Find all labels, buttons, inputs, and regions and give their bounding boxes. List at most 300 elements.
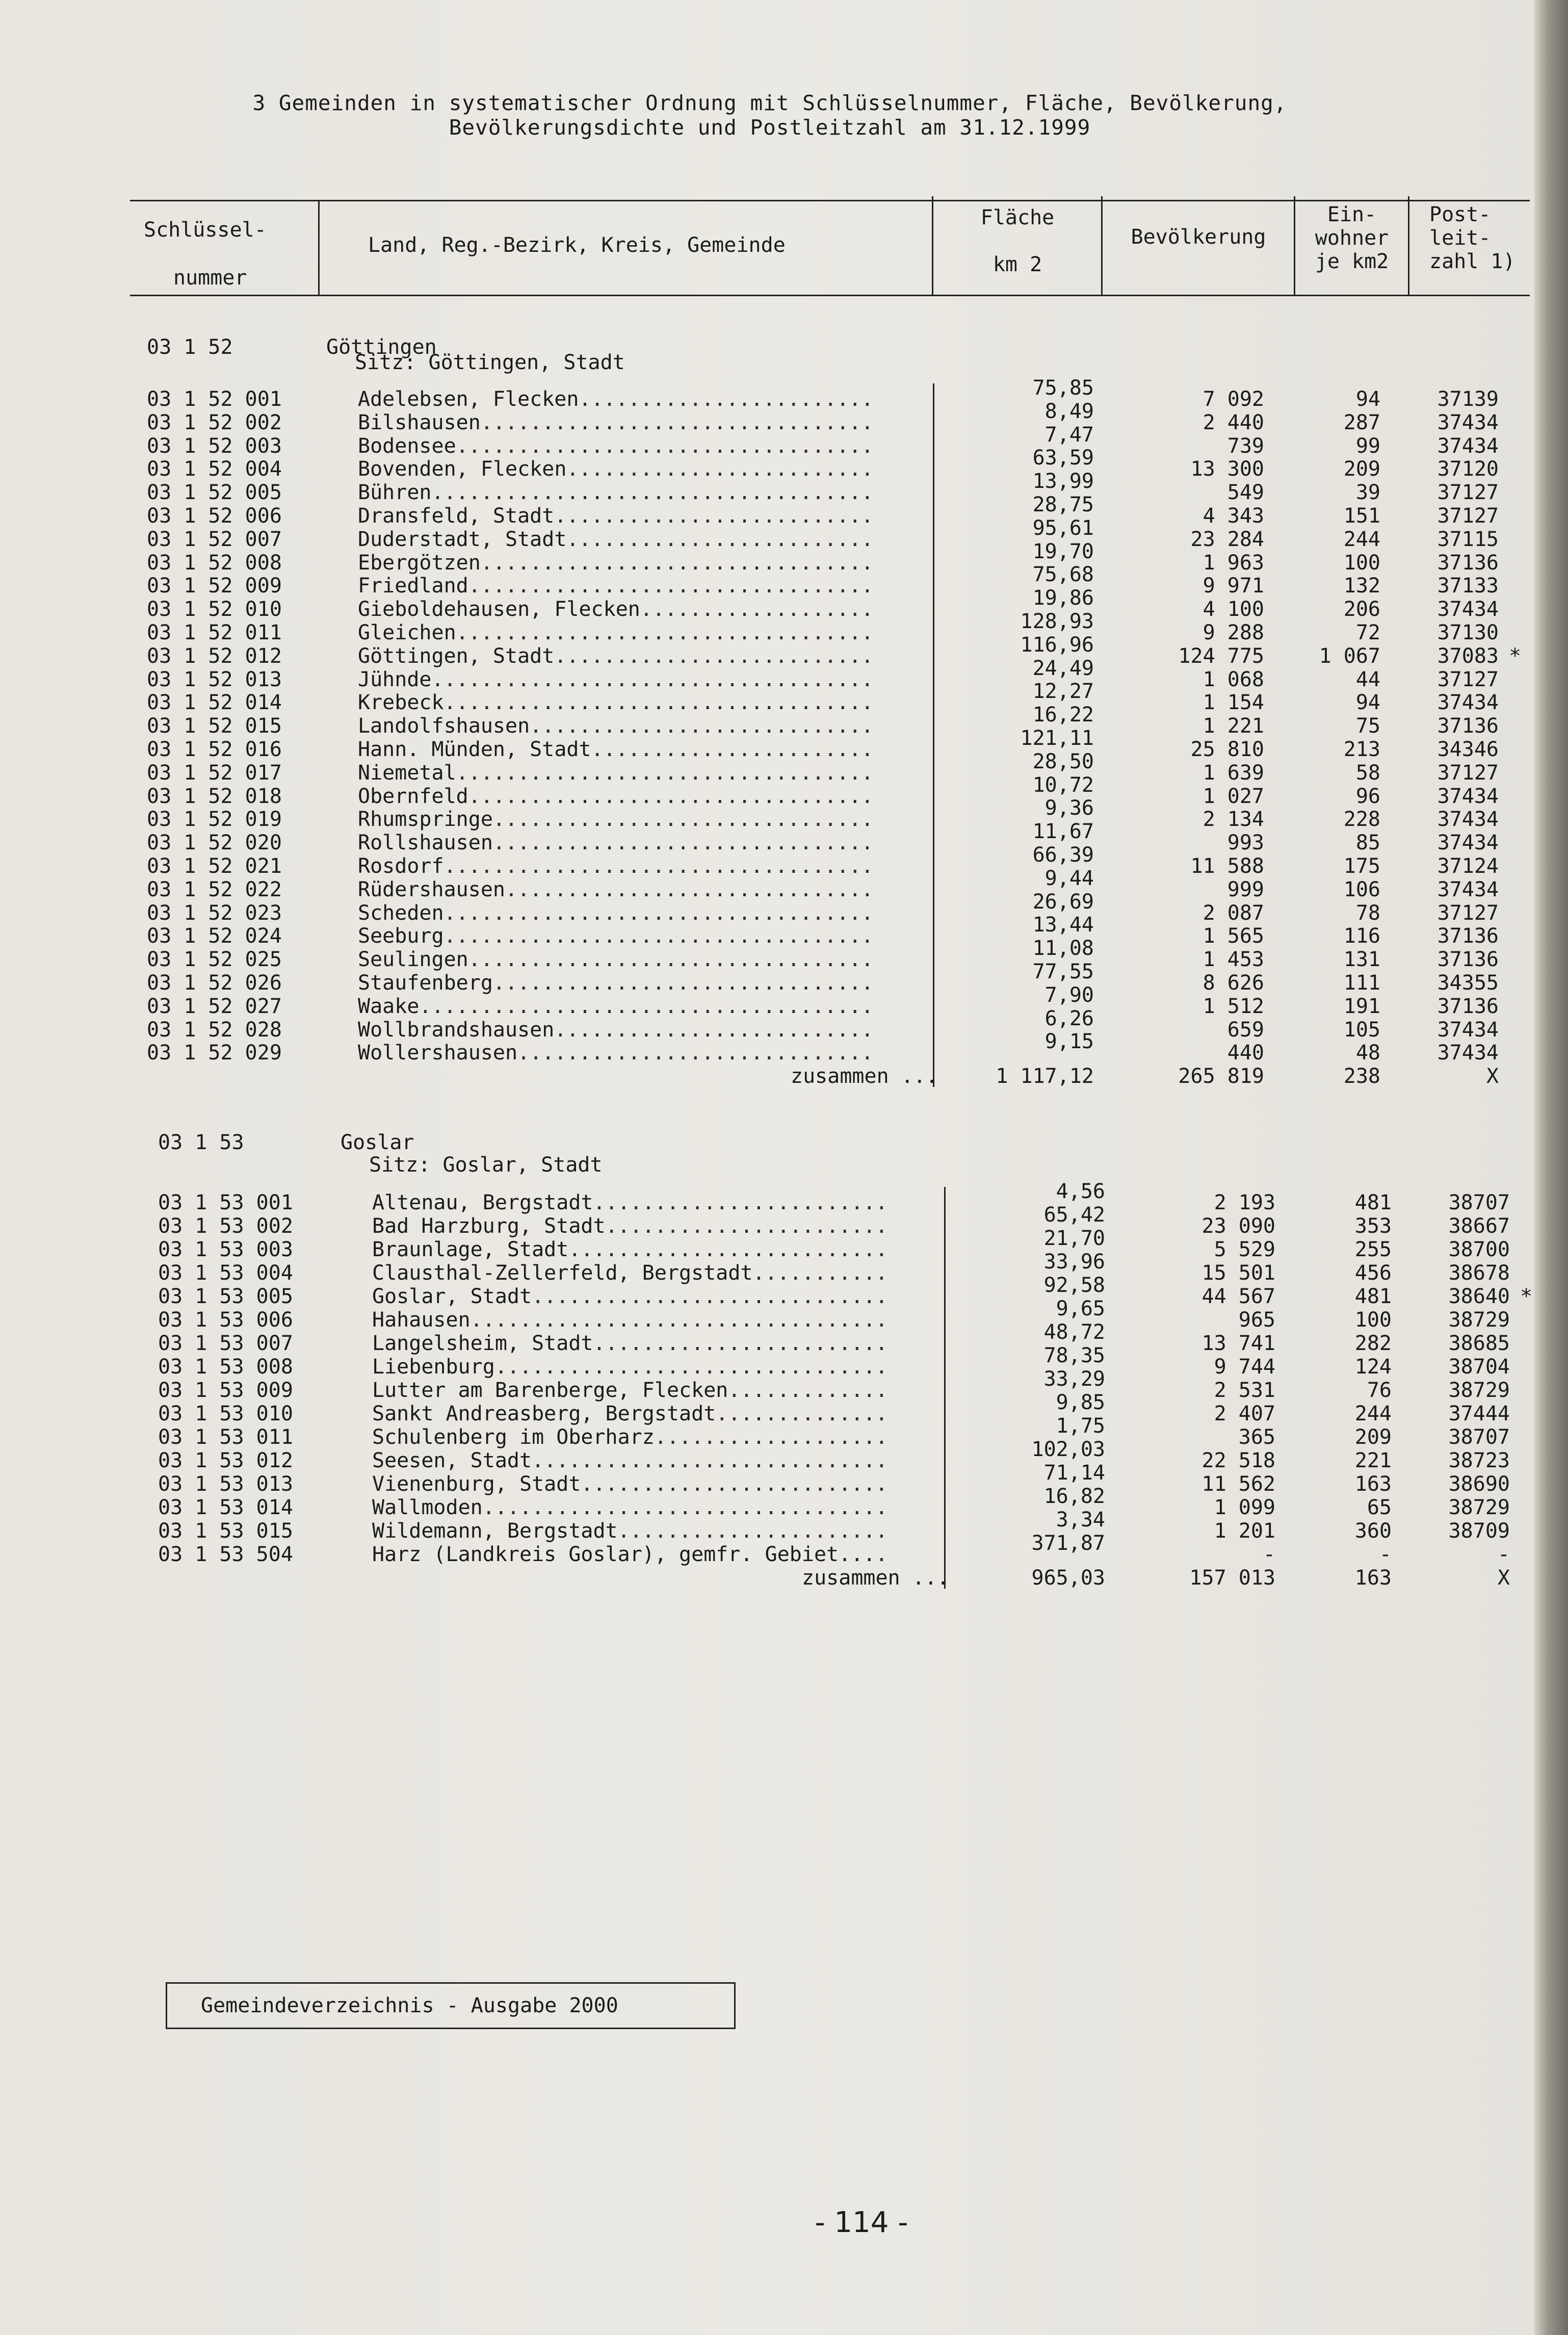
row-key: 03 1 52 028 (147, 1018, 282, 1042)
leader-dots: ........................ (579, 387, 874, 411)
row-postcode: 37434 (1437, 784, 1499, 808)
row-postcode: 37083 (1437, 644, 1499, 668)
row-key: 03 1 52 023 (147, 901, 282, 925)
row-population: - (1263, 1543, 1275, 1566)
row-postcode: 38729 (1448, 1496, 1510, 1519)
leader-dots: .................................... (431, 667, 874, 691)
row-key: 03 1 52 019 (147, 808, 282, 832)
row-name (358, 854, 925, 878)
row-area: 1,75 (1056, 1414, 1105, 1438)
row-key: 03 1 52 020 (147, 831, 282, 855)
row-population: 8 626 (1203, 971, 1264, 995)
leader-dots: ....................... (591, 738, 874, 761)
row-area: 24,49 (1032, 656, 1094, 680)
header-divider (1294, 196, 1295, 296)
leader-dots: ................................ (480, 410, 874, 434)
row-name-text: Wollershausen (358, 1041, 518, 1065)
row-name (372, 1472, 936, 1496)
row-name-text: Lutter am Barenberge, Flecken (372, 1379, 728, 1402)
row-name (358, 995, 925, 1018)
row-population: 1 565 (1203, 924, 1264, 948)
row-population: 1 963 (1203, 551, 1264, 575)
row-name-text: Staufenberg (358, 971, 493, 995)
row-population: 11 588 (1190, 854, 1264, 878)
row-postcode: 37434 (1437, 1041, 1499, 1065)
header-key-1: Schlüssel- (144, 218, 267, 242)
row-name (358, 808, 925, 831)
row-population: 25 810 (1190, 738, 1264, 761)
row-name (358, 901, 925, 925)
row-postcode: 37115 (1437, 527, 1499, 551)
table-row (0, 1414, 1529, 1449)
row-key: 03 1 52 026 (147, 971, 282, 995)
footer-edition-box: Gemeindeverzeichnis - Ausgabe 2000 (166, 1982, 736, 2029)
row-population: 13 300 (1190, 457, 1264, 481)
row-area: 28,75 (1032, 493, 1094, 516)
page-edge (1534, 0, 1568, 2335)
row-name-text: Hann. Münden, Stadt (358, 738, 591, 761)
row-population: 11 562 (1201, 1472, 1275, 1496)
row-name (358, 574, 925, 598)
row-population: 22 518 (1201, 1449, 1275, 1472)
row-postcode: 38729 (1448, 1379, 1510, 1402)
row-key: 03 1 53 001 (158, 1191, 293, 1214)
leader-dots: ................................... (443, 901, 874, 925)
row-density: 111 (1343, 971, 1380, 995)
leader-dots: .................................. (456, 434, 874, 458)
row-population: 2 531 (1214, 1379, 1275, 1402)
row-density: 282 (1354, 1332, 1392, 1355)
row-density: 100 (1343, 551, 1380, 575)
row-area: 4,56 (1056, 1180, 1105, 1203)
row-area: 65,42 (1043, 1203, 1105, 1227)
row-name (372, 1543, 936, 1566)
row-name (358, 434, 925, 458)
row-name (358, 691, 925, 714)
row-area: 26,69 (1032, 890, 1094, 914)
row-name (372, 1308, 936, 1332)
table-row (0, 1532, 1529, 1566)
row-population: 13 741 (1201, 1332, 1275, 1355)
group-key: 03 1 52 (147, 335, 233, 359)
row-key: 03 1 53 011 (158, 1425, 293, 1449)
row-postcode: 37139 (1437, 387, 1499, 411)
leader-dots: ......................... (566, 527, 874, 551)
header-divider (1408, 196, 1409, 296)
row-area: 9,44 (1044, 866, 1094, 890)
row-postcode: 37120 (1437, 457, 1499, 481)
row-population: 440 (1227, 1041, 1264, 1065)
leader-dots: .......................... (554, 644, 874, 668)
table-title-line-1: 3 Gemeinden in systematischer Ordnung mit Schlüsselnummer, Fläche, Bevölkerung, (252, 91, 1287, 115)
row-name-text: Braunlage, Stadt (372, 1238, 569, 1261)
row-name-text: Langelsheim, Stadt (372, 1332, 593, 1355)
row-key: 03 1 53 007 (158, 1332, 293, 1355)
row-footnote-mark: * (1509, 644, 1522, 668)
row-population: 999 (1227, 877, 1264, 901)
group-name: Goslar (341, 1131, 414, 1154)
row-name-text: Clausthal-Zellerfeld, Bergstadt (372, 1261, 753, 1285)
row-name-text: Gleichen (358, 621, 456, 644)
row-name (358, 1041, 925, 1065)
row-area: 371,87 (1031, 1532, 1105, 1555)
row-name (358, 644, 925, 668)
row-postcode: 37130 (1437, 621, 1499, 644)
row-postcode: 37136 (1437, 994, 1499, 1018)
leader-dots: ........................ (593, 1332, 888, 1355)
row-population: 9 744 (1214, 1355, 1275, 1379)
leader-dots: ................................... (443, 691, 874, 715)
row-key: 03 1 52 005 (147, 481, 282, 505)
leader-dots: ................................. (482, 1496, 888, 1519)
row-key: 03 1 52 004 (147, 457, 282, 481)
row-population: 965 (1238, 1308, 1275, 1332)
table-row (0, 376, 1529, 411)
row-name (372, 1496, 936, 1519)
row-area: 16,82 (1043, 1485, 1105, 1508)
table-row (0, 1297, 1529, 1332)
row-name-text: Krebeck (358, 691, 444, 715)
row-population: 1 201 (1214, 1519, 1275, 1543)
row-area: 9,65 (1056, 1297, 1105, 1320)
row-density: 255 (1354, 1238, 1392, 1261)
row-key: 03 1 52 002 (147, 410, 282, 434)
row-population: 659 (1227, 1018, 1264, 1042)
header-postcode-2: leit- (1429, 226, 1491, 250)
row-area: 33,96 (1043, 1250, 1105, 1274)
leader-dots: ............................ (530, 714, 874, 738)
row-key: 03 1 52 012 (147, 644, 282, 668)
row-population: 124 775 (1178, 644, 1264, 668)
leader-dots: ............................... (492, 831, 874, 855)
row-key: 03 1 52 029 (147, 1041, 282, 1065)
row-name-text: Jühnde (358, 667, 432, 691)
header-divider (318, 200, 320, 296)
row-area: 75,85 (1032, 376, 1094, 400)
row-name (358, 971, 925, 995)
row-name (372, 1449, 936, 1472)
row-area: 77,55 (1032, 960, 1094, 983)
row-area: 102,03 (1031, 1438, 1105, 1461)
row-density: 456 (1354, 1261, 1392, 1285)
row-name (358, 785, 925, 808)
total-label: zusammen ... (802, 1566, 949, 1590)
row-name (358, 411, 925, 434)
total-density: 238 (1343, 1065, 1380, 1088)
row-postcode: 37434 (1437, 831, 1499, 855)
row-postcode: 38690 (1448, 1472, 1510, 1496)
row-area: 33,29 (1043, 1367, 1105, 1391)
row-name (358, 924, 925, 948)
row-population: 9 971 (1203, 574, 1264, 598)
leader-dots: .............. (716, 1402, 888, 1425)
row-name (358, 831, 925, 854)
row-area: 7,47 (1044, 423, 1094, 447)
row-name (358, 598, 925, 621)
row-density: 124 (1354, 1355, 1392, 1379)
leader-dots: ............................. (532, 1449, 888, 1472)
row-key: 03 1 53 014 (158, 1496, 293, 1519)
leader-dots: ............................. (532, 1285, 888, 1308)
row-name-text: Altenau, Bergstadt (372, 1191, 593, 1214)
row-name-text: Hahausen (372, 1308, 471, 1332)
header-divider (1101, 196, 1103, 296)
row-postcode: 37127 (1437, 761, 1499, 785)
row-postcode: 38704 (1448, 1355, 1510, 1379)
row-density: 85 (1355, 831, 1380, 855)
row-key: 03 1 52 021 (147, 854, 282, 878)
row-density: 78 (1355, 901, 1380, 925)
row-name-text: Seeburg (358, 924, 444, 948)
row-postcode: 37434 (1437, 410, 1499, 434)
row-density: 75 (1355, 714, 1380, 738)
row-area: 11,08 (1032, 937, 1094, 961)
row-density: 58 (1355, 761, 1380, 785)
row-density: 116 (1343, 924, 1380, 948)
row-name (358, 668, 925, 691)
row-key: 03 1 53 009 (158, 1379, 293, 1402)
row-postcode: 37434 (1437, 598, 1499, 621)
leader-dots: ....................... (605, 1214, 888, 1238)
row-key: 03 1 52 015 (147, 714, 282, 738)
row-density: 105 (1343, 1018, 1380, 1042)
row-postcode: 37136 (1437, 714, 1499, 738)
row-key: 03 1 52 006 (147, 504, 282, 528)
row-postcode: 38729 (1448, 1308, 1510, 1332)
row-density: 287 (1343, 410, 1380, 434)
row-area: 75,68 (1032, 563, 1094, 587)
row-density: 48 (1355, 1041, 1380, 1065)
row-population: 44 567 (1201, 1285, 1275, 1308)
row-key: 03 1 52 017 (147, 761, 282, 785)
table-row (0, 610, 1529, 644)
row-name-text: Göttingen, Stadt (358, 644, 555, 668)
leader-dots: ................................... (443, 854, 874, 878)
row-postcode: 38685 (1448, 1332, 1510, 1355)
row-density: 213 (1343, 738, 1380, 761)
row-postcode: 37127 (1437, 901, 1499, 925)
row-density: 96 (1355, 784, 1380, 808)
row-population: 1 099 (1214, 1496, 1275, 1519)
leader-dots: ..................................... (419, 994, 874, 1018)
leader-dots: ............................. (517, 1041, 874, 1065)
table-row (0, 633, 1529, 668)
row-name-text: Vienenburg, Stadt (372, 1472, 581, 1496)
row-key: 03 1 53 004 (158, 1261, 293, 1285)
row-population: 2 407 (1214, 1402, 1275, 1425)
row-postcode: 37133 (1437, 574, 1499, 598)
header-postcode-3: zahl 1) (1429, 250, 1515, 273)
header-density-1: Ein- (1327, 203, 1377, 226)
row-area: 6,26 (1044, 1006, 1094, 1030)
row-postcode: 38709 (1448, 1519, 1510, 1543)
row-postcode: 37434 (1437, 691, 1499, 715)
row-population: 9 288 (1203, 621, 1264, 644)
row-density: 191 (1343, 994, 1380, 1018)
row-density: 44 (1355, 667, 1380, 691)
row-density: 94 (1355, 691, 1380, 715)
table-row (0, 1485, 1529, 1519)
row-postcode: 37127 (1437, 481, 1499, 505)
total-population: 157 013 (1189, 1566, 1275, 1590)
row-name-text: Harz (Landkreis Goslar), gemfr. Gebiet... (372, 1543, 876, 1566)
row-population: 2 440 (1203, 410, 1264, 434)
row-postcode: 38667 (1448, 1214, 1510, 1238)
row-population: 739 (1227, 434, 1264, 458)
row-density: 206 (1343, 598, 1380, 621)
row-population: 2 134 (1203, 808, 1264, 832)
row-name (372, 1379, 936, 1402)
page-number: - 114 - (815, 2206, 908, 2239)
leader-dots: .......................... (568, 1238, 888, 1261)
row-area: 9,15 (1044, 1030, 1094, 1054)
row-density: 131 (1343, 948, 1380, 972)
row-key: 03 1 52 018 (147, 784, 282, 808)
row-name (358, 528, 925, 551)
row-area: 95,61 (1032, 516, 1094, 540)
table-row (0, 1344, 1529, 1379)
row-name (358, 481, 925, 504)
leader-dots: ......................... (581, 1472, 888, 1496)
row-postcode: 38700 (1448, 1238, 1510, 1261)
row-name (358, 621, 925, 644)
row-area: 28,50 (1032, 749, 1094, 773)
row-population: 1 512 (1203, 994, 1264, 1018)
row-postcode: 37136 (1437, 948, 1499, 972)
leader-dots: .................................. (456, 621, 874, 644)
row-key: 03 1 52 001 (147, 387, 282, 411)
leader-dots: ............................... (492, 808, 874, 832)
row-density: 209 (1343, 457, 1380, 481)
group-key: 03 1 53 (158, 1131, 244, 1154)
row-name-text: Bühren (358, 481, 432, 505)
row-area: 12,27 (1032, 680, 1094, 704)
row-density: 244 (1354, 1402, 1392, 1425)
row-area: 9,36 (1044, 796, 1094, 820)
table-row (0, 1438, 1529, 1472)
row-name (358, 878, 925, 901)
row-postcode: 37444 (1448, 1402, 1510, 1425)
row-density: 76 (1367, 1379, 1392, 1402)
leader-dots: ................... (654, 1425, 888, 1449)
row-area: 13,44 (1032, 913, 1094, 937)
header-divider (932, 196, 933, 296)
row-area: 116,96 (1020, 633, 1094, 657)
row-postcode: 37434 (1437, 434, 1499, 458)
row-area: 78,35 (1043, 1344, 1105, 1367)
row-postcode: 37434 (1437, 877, 1499, 901)
row-density: 151 (1343, 504, 1380, 528)
row-name (372, 1214, 936, 1238)
row-name-text: Bovenden, Flecken (358, 457, 567, 481)
row-name-text: Landolfshausen (358, 714, 530, 738)
row-density: 353 (1354, 1214, 1392, 1238)
row-name (358, 714, 925, 738)
row-name (372, 1191, 936, 1214)
row-area: 9,85 (1056, 1391, 1105, 1414)
group-seat: Sitz: Göttingen, Stadt (355, 351, 625, 374)
row-name-text: Obernfeld (358, 784, 468, 808)
header-bottom-rule (130, 295, 1530, 296)
leader-dots: .......................... (554, 504, 874, 528)
leader-dots: ...................... (617, 1519, 888, 1543)
row-name-text: Wallmoden (372, 1496, 483, 1519)
leader-dots: ......................... (566, 457, 874, 481)
header-name: Land, Reg.-Bezirk, Kreis, Gemeinde (368, 234, 786, 257)
row-key: 03 1 52 014 (147, 691, 282, 715)
row-density: - (1379, 1543, 1392, 1566)
table-row (0, 890, 1529, 925)
total-row (0, 1566, 1529, 1590)
row-area: 121,11 (1020, 727, 1094, 750)
table-title-line-2: Bevölkerungsdichte und Postleitzahl am 31.12.1999 (449, 115, 1091, 140)
header-density-3: je km2 (1315, 250, 1389, 273)
table-row (0, 1274, 1533, 1308)
total-area: 1 117,12 (996, 1065, 1094, 1088)
row-name (372, 1425, 936, 1449)
row-area: 63,59 (1032, 446, 1094, 470)
row-population: 4 100 (1203, 598, 1264, 621)
row-key: 03 1 53 002 (158, 1214, 293, 1238)
row-key: 03 1 52 013 (147, 667, 282, 691)
row-postcode: 37434 (1437, 808, 1499, 832)
row-area: 13,99 (1032, 470, 1094, 494)
group-name: Göttingen (326, 335, 437, 359)
leader-dots: ................................ (480, 551, 874, 575)
row-name (358, 504, 925, 528)
row-key: 03 1 53 012 (158, 1449, 293, 1472)
row-name (372, 1402, 936, 1425)
row-postcode: 38678 (1448, 1261, 1510, 1285)
row-name (358, 551, 925, 575)
row-key: 03 1 52 011 (147, 621, 282, 644)
row-name-text: Schulenberg im Oberharz (372, 1425, 655, 1449)
row-population: 365 (1238, 1425, 1275, 1449)
leader-dots: .......................... (554, 1018, 874, 1042)
row-postcode: 37124 (1437, 854, 1499, 878)
row-postcode: 34346 (1437, 738, 1499, 761)
group-seat: Sitz: Goslar, Stadt (369, 1153, 603, 1177)
row-area: 16,22 (1032, 703, 1094, 727)
row-name (358, 1018, 925, 1042)
row-key: 03 1 52 025 (147, 948, 282, 972)
header-population: Bevölkerung (1131, 225, 1266, 249)
row-population: 1 221 (1203, 714, 1264, 738)
row-population: 993 (1227, 831, 1264, 855)
leader-dots: ........................ (593, 1191, 888, 1214)
row-name-text: Wollbrandshausen (358, 1018, 555, 1042)
row-postcode: 38707 (1448, 1425, 1510, 1449)
row-postcode: 38707 (1448, 1191, 1510, 1214)
row-name-text: Bad Harzburg, Stadt (372, 1214, 606, 1238)
row-population: 2 193 (1214, 1191, 1275, 1214)
header-area-1: Fläche (980, 206, 1055, 229)
row-density: 228 (1343, 808, 1380, 832)
total-area: 965,03 (1031, 1566, 1105, 1590)
row-density: 106 (1343, 877, 1380, 901)
row-key: 03 1 53 010 (158, 1402, 293, 1425)
row-density: 244 (1343, 527, 1380, 551)
row-name-text: Liebenburg (372, 1355, 495, 1379)
header-postcode-1: Post- (1429, 203, 1491, 226)
row-area: 71,14 (1043, 1461, 1105, 1485)
row-area: 10,72 (1032, 773, 1094, 797)
row-key: 03 1 52 022 (147, 877, 282, 901)
table-row (0, 423, 1529, 458)
row-density: 481 (1354, 1191, 1392, 1214)
row-name (372, 1285, 936, 1308)
row-density: 39 (1355, 481, 1380, 505)
